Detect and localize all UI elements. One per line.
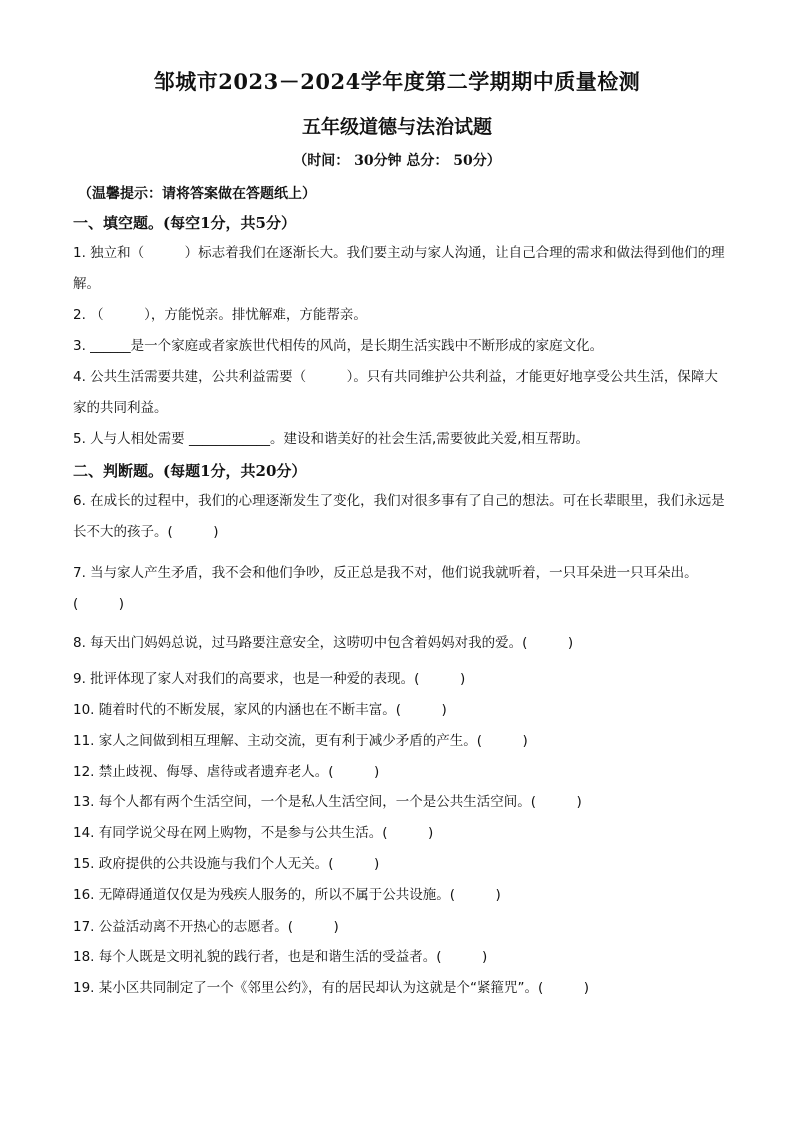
question-item: 2. （ ），方能悦亲。排忧解难，方能帮亲。: [73, 307, 367, 323]
question-item: 9. 批评体现了家人对我们的高要求，也是一种爱的表现。( ): [73, 671, 466, 687]
question-item: 1. 独立和（ ）标志着我们在逐渐长大。我们要主动与家人沟通，让自己合理的需求和做法得到他们的理解。: [73, 245, 725, 292]
time-info: （时间： 30分钟 总分： 50分）: [293, 153, 501, 169]
question-item: 19. 某小区共同制定了一个《邻里公约》，有的居民却认为这就是个“紧箍咒”。( ): [73, 980, 590, 996]
question-item: 17. 公益活动离不开热心的志愿者。( ): [73, 919, 339, 935]
question-item: 10. 随着时代的不断发展，家风的内涵也在不断丰富。( ): [73, 702, 447, 718]
question-item: 3. ______是一个家庭或者家族世代相传的风尚，是长期生活实践中不断形成的家庭文化。: [73, 338, 604, 354]
question-item: 5. 人与人相处需要 ____________。建设和谐美好的社会生活,需要彼此关爱,相互帮助。: [73, 431, 590, 447]
section-heading-fill-blank: 一、填空题。(每空1分，共5分）: [73, 214, 296, 232]
question-item: 4. 公共生活需要共建，公共利益需要（ ）。只有共同维护公共利益，才能更好地享受公共生活，保障大家的共同利益。: [73, 369, 718, 416]
question-item: 12. 禁止歧视、侮辱、虐待或者遗弃老人。( ): [73, 764, 380, 780]
question-item: 11. 家人之间做到相互理解、主动交流，更有利于减少矛盾的产生。( ): [73, 733, 528, 749]
question-item: 7. 当与家人产生矛盾，我不会和他们争吵，反正总是我不对，他们说我就听着，一只耳朵进一只耳朵出。( ): [73, 565, 698, 612]
question-item: 8. 每天出门妈妈总说，过马路要注意安全，这唠叨中包含着妈妈对我的爱。( ): [73, 635, 574, 651]
question-item: 13. 每个人都有两个生活空间，一个是私人生活空间，一个是公共生活空间。( ): [73, 794, 582, 810]
question-item: 6. 在成长的过程中，我们的心理逐渐发生了变化，我们对很多事有了自己的想法。可在长辈眼里，我们永远是长不大的孩子。( ): [73, 493, 725, 540]
question-item: 14. 有同学说父母在网上购物，不是参与公共生活。( ): [73, 825, 434, 841]
question-item: 18. 每个人既是文明礼貌的践行者，也是和谐生活的受益者。( ): [73, 949, 488, 965]
answer-tip: （温馨提示：请将答案做在答题纸上）: [78, 186, 316, 202]
question-item: 15. 政府提供的公共设施与我们个人无关。( ): [73, 856, 380, 872]
exam-subtitle: 五年级道德与法治试题: [301, 116, 492, 138]
section-heading-true-false: 二、判断题。(每题1分，共20分）: [73, 462, 307, 480]
exam-title: 邹城市2023－2024学年度第二学期期中质量检测: [153, 69, 641, 94]
question-item: 16. 无障碍通道仅仅是为残疾人服务的，所以不属于公共设施。( ): [73, 887, 501, 903]
